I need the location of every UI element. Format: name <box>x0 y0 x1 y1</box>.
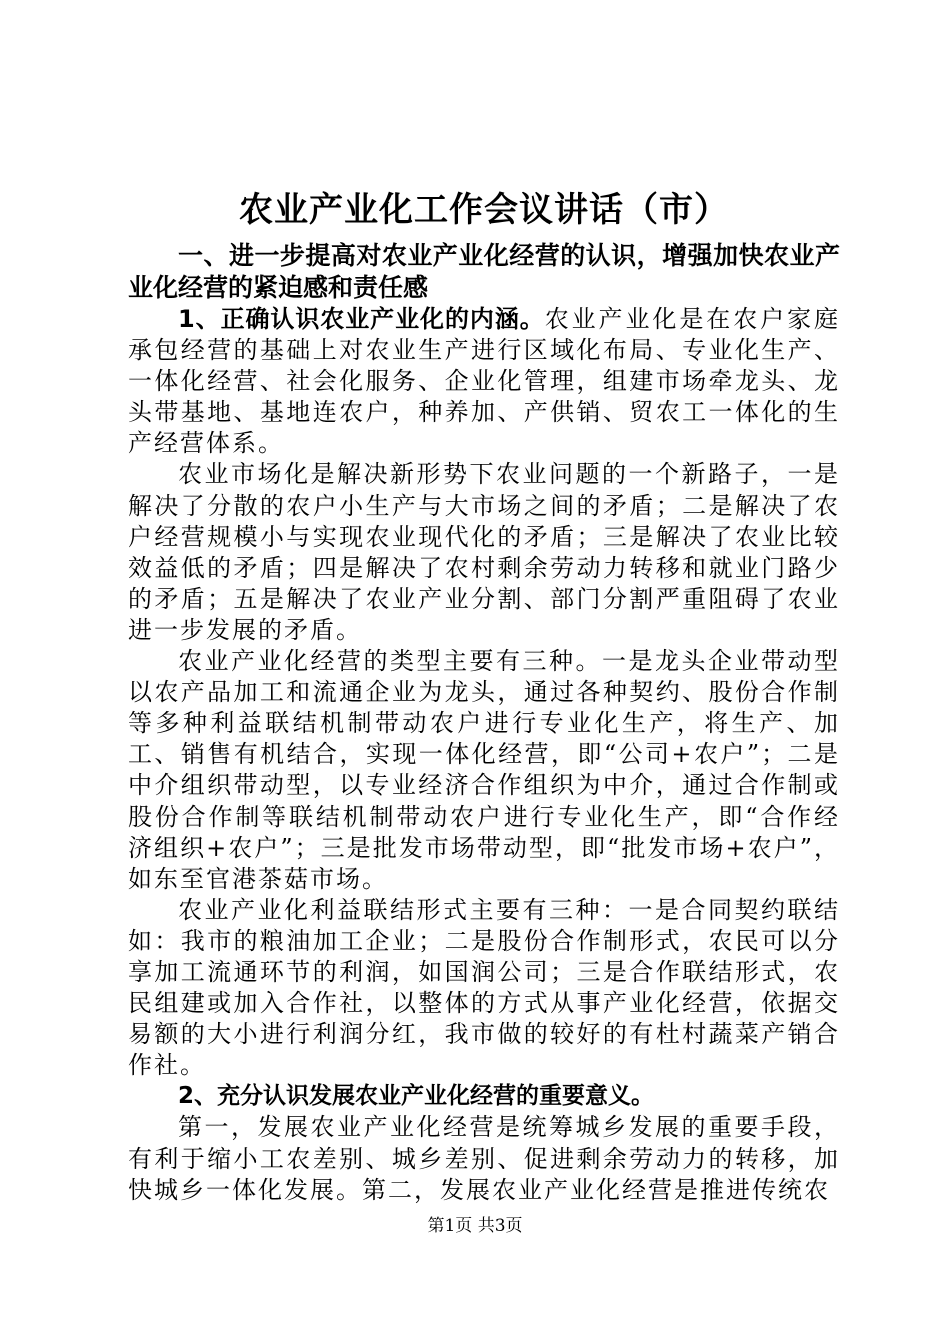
item-1-body: 农业产业化是在农户家庭承包经营的基础上对农业生产进行区域化布局、专业化生产、一体化经营、社会化服务、企业化管理，组建市场牵龙头、龙头带基地、基地连农户，种养加、产供销、贸农工一体化的生产经营体系。 <box>128 305 841 458</box>
paragraph: 农业产业化利益联结形式主要有三种：一是合同契约联结如：我市的粮油加工企业；二是股份合作制形式，农民可以分享加工流通环节的利润，如国润公司；三是合作联结形式，农民组建或加入合作社，以整体的方式从事产业化经营，依据交易额的大小进行利润分红，我市做的较好的有杜村蔬菜产销合作社。 <box>128 895 840 1080</box>
document-title: 农业产业化工作会议讲话（市） <box>239 190 729 230</box>
section-heading-1: 一、进一步提高对农业产业化经营的认识，增强加快农业产业化经营的紧迫感和责任感 <box>128 241 840 302</box>
item-2-heading: 2、充分认识发展农业产业化经营的重要意义。 <box>178 1083 655 1110</box>
paragraph: 农业产业化经营的类型主要有三种。一是龙头企业带动型以农产品加工和流通企业为龙头，通过各种契约、股份合作制等多种利益联结机制带动农户进行专业化生产，将生产、加工、销售有机结合，实现一体化经营，即“公司+农户”；二是中介组织带动型，以专业经济合作组织为中介，通过合作制或股份合作制等联结机制带动农户进行专业化生产，即“合作经济组织+农户”；三是批发市场带动型，即“批发市场+农户”，如东至官港茶菇市场。 <box>128 647 840 893</box>
paragraph-last: 第一，发展农业产业化经营是统筹城乡发展的重要手段，有利于缩小工农差别、城乡差别、促进剩余劳动力的转移，加快城乡一体化发展。第二，发展农业产业化经营是推进传统农 <box>128 1113 840 1204</box>
page-footer: 第1页 共3页 <box>427 1216 523 1236</box>
paragraph: 农业市场化是解决新形势下农业问题的一个新路子，一是解决了分散的农户小生产与大市场之间的矛盾；二是解决了农户经营规模小与实现农业现代化的矛盾；三是解决了农业比较效益低的矛盾；四是解决了农村剩余劳动力转移和就业门路少的矛盾；五是解决了农业产业分割、部门分割严重阻碍了农业进一步发展的矛盾。 <box>128 460 840 644</box>
paragraph-item-1 <box>128 304 840 459</box>
document-body <box>128 180 840 1206</box>
item-1-lead: 1、正确认识农业产业化的内涵。 <box>178 305 545 333</box>
